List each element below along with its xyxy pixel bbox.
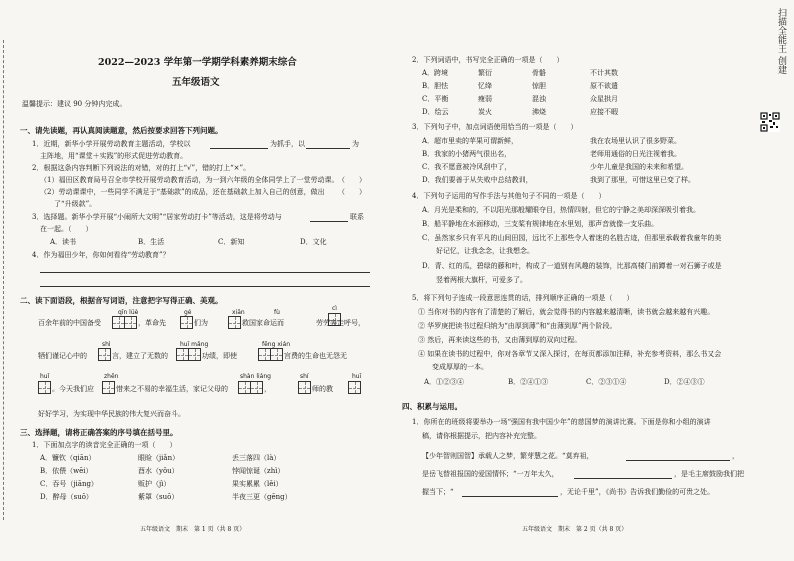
writing-grid[interactable] <box>258 348 283 361</box>
passage-row-3d: 师的教 <box>312 385 333 393</box>
r-q3-option-b[interactable]: B．我家的小猪两气很出名， <box>422 150 512 158</box>
exam-subtitle: 五年级语文 <box>172 77 220 88</box>
section-3-heading: 三、选择题，请将正确答案的序号填在括号里。 <box>20 428 178 437</box>
q3-option-c[interactable]: C．新知 <box>218 238 245 246</box>
s3-option-b-1[interactable]: B．依偎（wēi） <box>40 467 93 475</box>
q1-text-b: 为抓手，以 <box>270 140 305 148</box>
r-q2-option-c[interactable]: C．平衡 <box>422 95 449 103</box>
s3-option-d-2: 紫罩（suō） <box>138 493 179 501</box>
s3-option-c-2: 贩护（jì） <box>138 480 171 488</box>
r-q5-option-c[interactable]: C．②③①④ <box>586 378 627 386</box>
r-q4-option-c[interactable]: C．虽然家乡只有平凡的山间田园，远比不上那些令人着迷的名胜古迹，但那里承载着我童年的美 <box>422 234 722 242</box>
s4-para-3: 握当下；“ <box>422 488 454 496</box>
passage-row-1e: 劳劳奔走呼号， <box>316 319 365 327</box>
passage-row-2a: 牺们谨记心中的 <box>38 352 87 360</box>
pinyin: shí <box>300 373 309 380</box>
writing-grid[interactable] <box>176 348 201 361</box>
q2-paren-1[interactable]: （ ） <box>338 176 366 184</box>
pinyin: fù <box>274 309 280 316</box>
section-1-heading: 一、请先读题，再认真阅读题意，然后按要求回答下列问题。 <box>20 126 223 135</box>
passage-row-3c: ， <box>264 385 271 393</box>
passage-row-1d: 救国家命运而 <box>242 319 284 327</box>
r-q2-option-b[interactable]: B．胆怯 <box>422 82 449 90</box>
s3-option-b-3: 悖闻惊诞（zhì） <box>232 467 285 475</box>
q2-paren-2[interactable]: （ ） <box>338 188 366 196</box>
s3-option-a-2: 眼睑（jiǎn） <box>138 454 180 462</box>
r-q5-sentence-4: ④ 如果在读书的过程中，你对各章节又深入探讨，在每页都添加注释，补充参考资料，那么书又会 <box>418 350 722 358</box>
q3-text-a: 3．选择题。新华小学开展“小闹所大文明”“居家劳动打卡”等活动，这是将劳动与 <box>32 213 282 221</box>
q4-answer-line-2[interactable] <box>40 286 370 287</box>
s4-q1-text: 1．你所在的班级将要举办一场“强国有我中国少年”的慈国梦的演讲比赛。下面是你和小组的演讲 <box>412 418 711 426</box>
s3-q1-text: 1．下面加点字的读音完全正确的一项（ ） <box>32 441 177 449</box>
pinyin: zhēn <box>104 373 119 380</box>
s3-option-b-2: 酉水（yǒu） <box>138 467 179 475</box>
r-q2-word: 忆绛 <box>478 82 492 90</box>
r-q5-sentence-1: ① 当你对书的内容有了清楚的了解后，就会觉得书的内容越来越清晰，读书就会越来越有兴趣。 <box>418 308 715 316</box>
r-q2-word: 混浊 <box>532 95 546 103</box>
writing-grid[interactable] <box>180 316 192 329</box>
q2-text: 2．根据这条内容判断下列说法的对错，对的打上“√”，错的打上“×”。 <box>32 164 251 172</box>
r-q5-option-b[interactable]: B．②④①③ <box>508 378 549 386</box>
passage-row-2b: 言，建立了无数的 <box>112 352 168 360</box>
r-q3-sentence: 我在农场里认识了很多野菜。 <box>590 137 681 145</box>
passage-row-1a: 百余年前的中国备受 <box>38 319 101 327</box>
r-q3-option-a[interactable]: A．超市里卖的苹果可谓新鲜， <box>422 137 519 145</box>
pinyin: shì <box>102 341 111 348</box>
q3-text-b: 联系 <box>350 213 364 221</box>
s4-para-1b: ， <box>732 452 739 460</box>
passage-row-2c: 功绩，即使 <box>202 352 237 360</box>
r-q2-word: 骨骼 <box>532 69 546 77</box>
pinyin: huī mǎng <box>180 341 209 348</box>
q1-blank-2[interactable] <box>306 148 350 149</box>
page-footer-2: 五年级语文 期末 第 2 页（共 8 页） <box>522 526 628 533</box>
page-1 <box>10 0 392 561</box>
writing-grid[interactable] <box>102 381 114 394</box>
exam-title: 2022—2023 学年第一学期学科素养期末综合 <box>98 57 297 68</box>
r-q2-word: 原不欲遣 <box>590 82 618 90</box>
r-q5-option-a[interactable]: A．①②③④ <box>424 378 465 386</box>
r-q4-option-c-cont: 好记忆，让我念念，让我想念。 <box>422 247 534 255</box>
pinyin: shàn liáng <box>240 373 271 380</box>
passage-row-3b: 惜来之不易的幸福生活，家记父母的 <box>116 385 228 393</box>
page-2 <box>402 0 762 561</box>
s4-para-2b: ，是毛主席鼓励我们把 <box>674 470 744 478</box>
r-q3-option-c[interactable]: C．我不愿意被冷风刮中了， <box>422 163 512 171</box>
writing-grid[interactable] <box>348 381 360 394</box>
pinyin: huī <box>352 373 362 380</box>
r-q5-sentence-4-cont: 变成厚厚的一本。 <box>418 363 488 371</box>
s3-option-d-3: 半夜三更（gēng） <box>232 493 292 501</box>
q1-blank-1[interactable] <box>210 148 268 149</box>
writing-grid[interactable] <box>112 316 137 329</box>
passage-row-4: 好好学习，为实现中华民族的伟大复兴而奋斗。 <box>38 410 185 418</box>
s4-blank-1[interactable] <box>626 460 730 461</box>
r-q2-word: 繁衍 <box>478 69 492 77</box>
r-q2-option-a[interactable]: A．跨境 <box>422 69 449 77</box>
q3-option-b[interactable]: B．生活 <box>138 238 165 246</box>
writing-grid[interactable] <box>238 381 263 394</box>
s4-blank-2[interactable] <box>574 478 672 479</box>
r-q4-text: 4．下列句子运用的写作手法与其他句子不同的一项是（ ） <box>412 192 606 200</box>
r-q5-text: 5．将下列句子连成一段意思连贯的话，排列顺序正确的一项是（ ） <box>412 294 634 302</box>
r-q2-word: 众星拱月 <box>590 95 618 103</box>
writing-grid[interactable] <box>38 381 50 394</box>
q2-item-2: （2）劳动课课中，一些同学不满足于“基础款”的成品，还在基础款上加入自己的创意，做出 <box>40 188 325 196</box>
q4-text: 4．作为福田少年，你如何看待“劳动教育”？ <box>32 251 170 259</box>
r-q2-word: 惊胆 <box>532 82 546 90</box>
q3-blank[interactable] <box>310 221 348 222</box>
r-q2-text: 2．下列词语中，书写完全正确的一项是（ ） <box>412 56 564 64</box>
tip-text: 温馨提示：建议 90 分钟内完成。 <box>22 100 127 108</box>
q2-item-1: （1）福田区教育局号召全市学校开展劳动教育活动，为一到六年级的全体同学上了一堂劳动课。 <box>40 176 339 184</box>
writing-grid[interactable] <box>298 381 310 394</box>
r-q3-option-d[interactable]: D．我们要善于从失败中总结教训， <box>422 176 533 184</box>
r-q2-word: 瘦弱 <box>478 95 492 103</box>
r-q4-option-d-cont: 竖着两根大旗杆，可爱多了。 <box>422 276 527 284</box>
s3-option-a-1[interactable]: A．镰钦（qiān） <box>40 454 96 462</box>
r-q2-word: 炭火 <box>478 108 492 116</box>
r-q2-word: 沸烧 <box>532 108 546 116</box>
r-q3-sentence: 少年儿童是我国的未来和希望。 <box>590 163 688 171</box>
q1-text-d: 主阵地，用“课堂＋实践”的形式促进劳动教育。 <box>40 152 188 160</box>
r-q4-option-b[interactable]: B．船平静地在水面移动，三支桨有规律地在水里划，那声音就像一支乐曲。 <box>422 220 659 228</box>
binding-line <box>3 40 6 520</box>
pinyin: xiān <box>232 309 245 316</box>
s3-option-c-1[interactable]: C．吞号（jiāng） <box>40 480 98 488</box>
r-q2-word: 不计其数 <box>590 69 618 77</box>
s4-para-3b: ，无论千里”，《尚书》告诉我们勤俭的可贵之处。 <box>560 488 715 496</box>
s3-option-a-3: 丢三落四（là） <box>232 454 281 462</box>
q2-item-2b: 了“升级款”。 <box>54 200 97 208</box>
r-q5-sentence-2: ② 华罗庚把读书过程归纳为“由厚到薄”和“由薄到厚”两个阶段。 <box>418 322 617 330</box>
passage-row-2d: 宫费的生命也无怨无 <box>284 352 347 360</box>
pinyin: fēng xián <box>262 341 291 348</box>
pinyin: cì <box>332 305 337 312</box>
r-q3-sentence: 老师用通俗的日光注视着我。 <box>590 150 681 158</box>
s4-blank-3[interactable] <box>462 496 558 497</box>
passage-row-3a: 。今天我们应 <box>52 385 94 393</box>
passage-row-1b: ，革命先 <box>138 319 166 327</box>
r-q5-option-d[interactable]: D．②④③① <box>664 378 705 386</box>
q4-answer-line-1[interactable] <box>40 272 370 273</box>
q1-text-c: 为 <box>352 140 359 148</box>
pinyin: gé <box>184 309 192 316</box>
q1-text-a: 1．近期，新华小学开展劳动教育主题活动，学校以 <box>32 140 191 148</box>
qr-code-icon <box>760 112 780 132</box>
page-footer-1: 五年级语文 期末 第 1 页（共 8 页） <box>140 526 246 533</box>
pinyin: huǐ <box>40 373 50 380</box>
writing-grid[interactable] <box>228 316 240 329</box>
r-q3-sentence: 我到了那里，可惜这里已变了样。 <box>590 176 695 184</box>
r-q4-option-d[interactable]: D．青、红的瓜，碧绿的藤和叶，构成了一道别有风趣的装饰，比那高楼门前蹲着一对石狮子或是 <box>422 262 722 270</box>
q3-option-d[interactable]: D．文化 <box>300 238 327 246</box>
r-q3-text: 3．下列句子中，加点词语使用恰当的一项是（ ） <box>412 123 578 131</box>
section-4-heading: 四、积累与运用。 <box>402 402 462 411</box>
r-q2-option-d[interactable]: D．绘云 <box>422 108 449 116</box>
s4-para-1: 【少年智则国智】承载人之梦，繁芽慧之花。“莫弃祖， <box>422 452 594 460</box>
r-q5-sentence-3: ③ 然后，再来读这些的书，又由薄到厚的双向过程。 <box>418 336 582 344</box>
s4-q1-text-b: 稿，请你根据提示，把内容补充完整。 <box>422 432 541 440</box>
s3-option-c-3: 果实累累（lěi） <box>232 480 283 488</box>
section-2-heading: 二、读下面语段，根据音写词语，注意把字写得正确、美观。 <box>20 296 223 305</box>
pinyin: qīn lüè <box>118 309 139 316</box>
writing-grid[interactable] <box>98 348 110 361</box>
q3-text-c: 在一起。（ ） <box>40 225 93 233</box>
s4-para-2: 是岳飞替祖报国的爱国情怀；“一万年太久， <box>422 470 559 478</box>
s3-option-d-1[interactable]: D．醉母（suō） <box>40 493 93 501</box>
passage-row-1c: 们为 <box>194 319 208 327</box>
r-q2-word: 应接不暇 <box>590 108 618 116</box>
scanner-watermark: 扫描全能王 创建 <box>776 8 786 74</box>
r-q4-option-a[interactable]: A．月光是柔和的，不以阳光那般耀眼夺目，热情四射，但它的宁静之美却深深吸引着我。 <box>422 206 701 214</box>
q3-option-a[interactable]: A．读书 <box>50 238 77 246</box>
